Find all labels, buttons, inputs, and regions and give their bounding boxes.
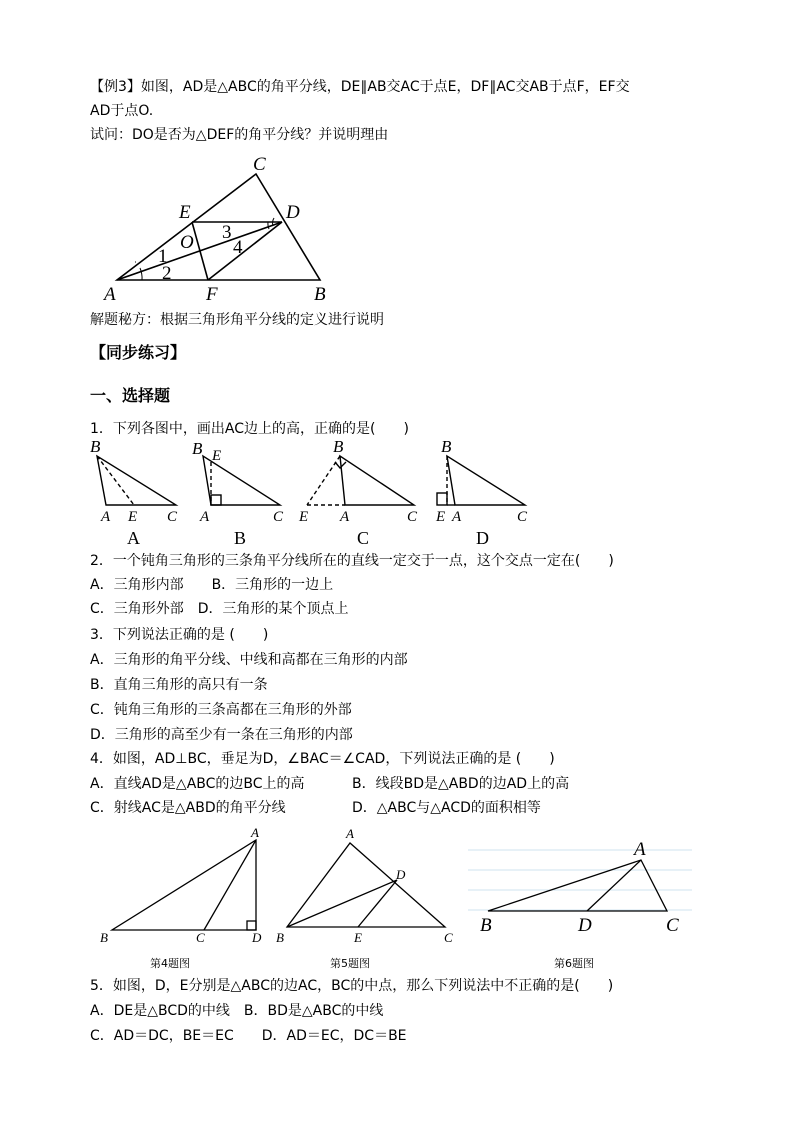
q3-stem: 3．下列说法正确的是 ( ): [90, 627, 269, 643]
fig4-label-C: C: [196, 930, 205, 945]
fig5-label-E: E: [354, 930, 362, 945]
q4-stem: 4．如图，AD⊥BC，垂足为D，∠BAC＝∠CAD，下列说法正确的是 ( ): [90, 751, 555, 767]
ex3-label-1: 1: [158, 246, 168, 267]
q1c-label-E: E: [299, 509, 309, 525]
fig5-label-B: B: [276, 930, 284, 945]
q1d-label-C: C: [517, 509, 528, 525]
fig5-label-D: D: [396, 867, 406, 882]
q1b-label-C: C: [273, 509, 284, 525]
fig6-caption: 第6题图: [554, 957, 594, 970]
q1b-label-E: E: [212, 448, 222, 464]
q5-options-cd: C．AD＝DC，BE＝EC D．AD＝EC，DC＝BE: [90, 1028, 407, 1044]
example3-tip: 解题秘方：根据三角形角平分线的定义进行说明: [90, 312, 384, 328]
q4-option-a: A．直线AD是△ABC的边BC上的高: [90, 776, 305, 792]
q2-options-cd: C．三角形外部 D．三角形的某个顶点上: [90, 601, 349, 617]
fig5: [287, 843, 445, 927]
q1-stem: 1．下列各图中，画出AC边上的高，正确的是( ): [90, 421, 409, 437]
fig5-label-C: C: [444, 930, 453, 945]
q3-option-a: A．三角形的角平分线、中线和高都在三角形的内部: [90, 652, 408, 668]
q1-option-a: A: [127, 528, 140, 548]
fig4-label-D: D: [252, 930, 262, 945]
ex3-label-4: 4: [233, 237, 243, 258]
q1-option-c: C: [357, 528, 370, 548]
part-title: 一、选择题: [90, 386, 171, 405]
q3-option-c: C．钝角三角形的三条高都在三角形的外部: [90, 702, 352, 718]
q1d-label-B: B: [441, 437, 452, 456]
q5-options-ab: A．DE是△BCD的中线 B．BD是△ABC的中线: [90, 1003, 384, 1019]
fig6: [488, 860, 667, 911]
section-title: 【同步练习】: [90, 343, 187, 362]
fig6-label-A: A: [634, 839, 646, 860]
q1c-label-C: C: [407, 509, 418, 525]
q1c-label-A: A: [340, 509, 350, 525]
fig4-caption: 第4题图: [150, 957, 190, 970]
q4-option-d: D．△ABC与△ACD的面积相等: [352, 800, 541, 816]
ex3-label-A: A: [104, 284, 116, 305]
q1b-label-A: A: [200, 509, 210, 525]
q1c-label-B: B: [333, 437, 344, 456]
example3-line2: AD于点O.: [90, 103, 154, 119]
ex3-label-O: O: [180, 232, 194, 253]
q1-option-d: D: [476, 528, 489, 548]
q1a-label-A: A: [101, 509, 111, 525]
ex3-label-E: E: [179, 202, 191, 223]
example3-line1: 【例3】如图，AD是△ABC的角平分线，DE∥AB交AC于点E，DF∥AC交AB于点F，EF交: [90, 79, 630, 95]
q4-option-b: B．线段BD是△ABD的边AD上的高: [352, 776, 570, 792]
fig6-label-D: D: [578, 915, 592, 936]
q1d-label-A: A: [452, 509, 462, 525]
ex3-label-2: 2: [162, 263, 172, 284]
q1d-label-E: E: [436, 509, 446, 525]
q2-options-ab: A．三角形内部 B．三角形的一边上: [90, 577, 334, 593]
ex3-label-3: 3: [222, 222, 232, 243]
q1a-label-E: E: [128, 509, 138, 525]
q2-stem: 2．一个钝角三角形的三条角平分线所在的直线一定交于一点，这个交点一定在( ): [90, 553, 614, 569]
q4-option-c: C．射线AC是△ABD的角平分线: [90, 800, 286, 816]
fig6-label-C: C: [666, 915, 679, 936]
ex3-label-C: C: [253, 154, 266, 175]
fig4: [112, 840, 256, 930]
example3-question: 试问：DO是否为△DEF的角平分线？并说明理由: [90, 127, 389, 143]
q3-option-d: D．三角形的高至少有一条在三角形的内部: [90, 727, 353, 743]
q5-stem: 5．如图，D，E分别是△ABC的边AC，BC的中点，那么下列说法中不正确的是( ): [90, 978, 614, 994]
q1b-label-B: B: [192, 439, 203, 458]
fig6-label-B: B: [480, 915, 492, 936]
q1a-label-B: B: [90, 437, 101, 456]
ex3-label-F: F: [206, 284, 218, 305]
fig5-label-A: A: [346, 826, 354, 841]
q1a-label-C: C: [167, 509, 178, 525]
fig4-label-A: A: [251, 825, 259, 840]
q1-option-b: B: [234, 528, 247, 548]
fig4-label-B: B: [100, 930, 108, 945]
ex3-label-B: B: [314, 284, 326, 305]
q3-option-b: B．直角三角形的高只有一条: [90, 677, 268, 693]
fig5-caption: 第5题图: [330, 957, 370, 970]
ex3-label-D: D: [286, 202, 300, 223]
